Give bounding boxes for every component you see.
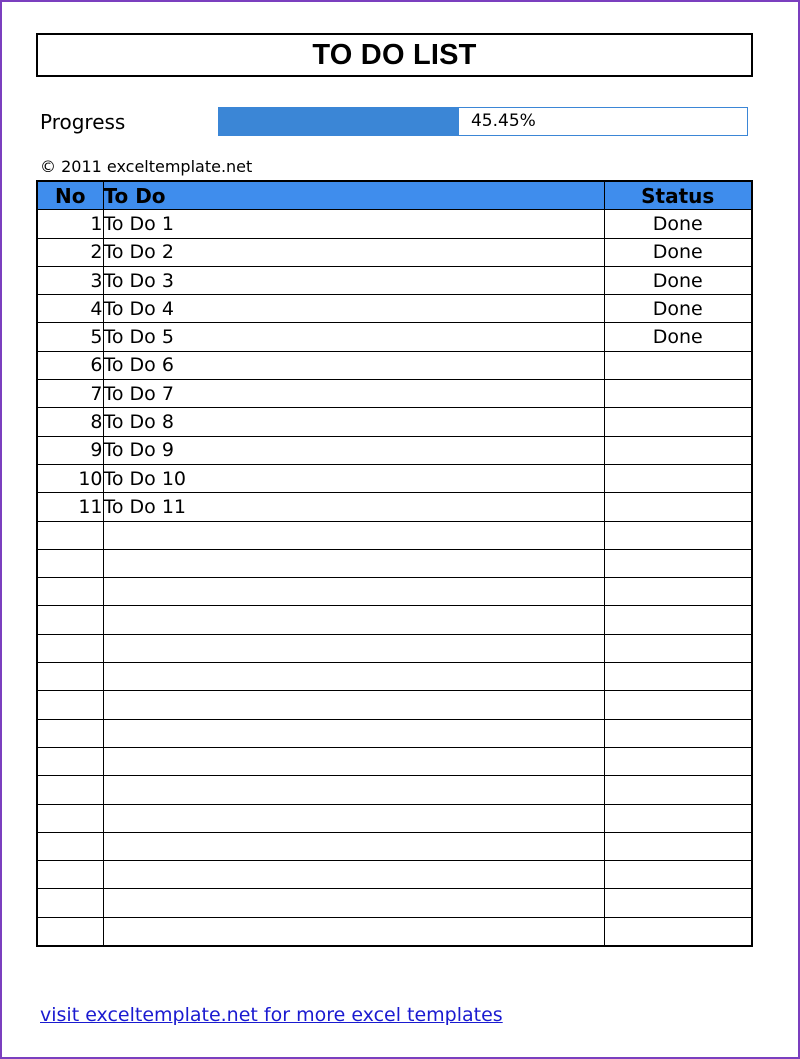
progress-label: Progress [40, 110, 126, 134]
cell-status[interactable] [604, 436, 752, 464]
table-row [37, 266, 752, 294]
table-row [37, 606, 752, 634]
cell-no[interactable]: 7 [37, 380, 103, 408]
cell-todo[interactable] [103, 578, 604, 606]
cell-todo[interactable] [103, 719, 604, 747]
cell-todo[interactable] [103, 634, 604, 662]
cell-todo[interactable] [103, 663, 604, 691]
cell-todo[interactable] [103, 549, 604, 577]
todo-table [36, 180, 753, 947]
cell-todo[interactable]: To Do 7 [103, 380, 604, 408]
table-row [37, 295, 752, 323]
cell-todo[interactable] [103, 691, 604, 719]
cell-todo[interactable] [103, 889, 604, 917]
table-row [37, 889, 752, 917]
progress-fill [219, 108, 459, 135]
cell-no[interactable] [37, 634, 103, 662]
table-row [37, 719, 752, 747]
cell-status[interactable]: Done [604, 323, 752, 351]
cell-status[interactable] [604, 776, 752, 804]
cell-no[interactable]: 1 [37, 210, 103, 238]
cell-no[interactable]: 9 [37, 436, 103, 464]
cell-no[interactable] [37, 691, 103, 719]
table-row [37, 747, 752, 775]
cell-todo[interactable] [103, 747, 604, 775]
table-row [37, 238, 752, 266]
table-row [37, 210, 752, 238]
table-row [37, 634, 752, 662]
cell-no[interactable] [37, 719, 103, 747]
table-row [37, 521, 752, 549]
table-row [37, 323, 752, 351]
cell-no[interactable] [37, 521, 103, 549]
cell-todo[interactable]: To Do 1 [103, 210, 604, 238]
cell-status[interactable]: Done [604, 295, 752, 323]
table-row [37, 549, 752, 577]
cell-status[interactable] [604, 578, 752, 606]
cell-todo[interactable] [103, 917, 604, 946]
cell-status[interactable] [604, 521, 752, 549]
cell-status[interactable] [604, 691, 752, 719]
cell-no[interactable]: 4 [37, 295, 103, 323]
page-title [36, 33, 753, 77]
table-row [37, 436, 752, 464]
table-row [37, 832, 752, 860]
cell-todo[interactable] [103, 832, 604, 860]
cell-no[interactable] [37, 861, 103, 889]
cell-status[interactable] [604, 549, 752, 577]
cell-status[interactable] [604, 861, 752, 889]
cell-status[interactable]: Done [604, 210, 752, 238]
page-title-text: TO DO LIST [312, 38, 477, 71]
cell-no[interactable]: 11 [37, 493, 103, 521]
cell-todo[interactable] [103, 861, 604, 889]
cell-no[interactable]: 3 [37, 266, 103, 294]
table-row [37, 493, 752, 521]
cell-todo[interactable]: To Do 3 [103, 266, 604, 294]
table-row [37, 861, 752, 889]
progress-value: 45.45% [470, 111, 536, 131]
cell-status[interactable] [604, 832, 752, 860]
table-row [37, 663, 752, 691]
cell-no[interactable]: 2 [37, 238, 103, 266]
column-header-status: Status [604, 181, 752, 210]
cell-status[interactable] [604, 804, 752, 832]
cell-status[interactable] [604, 747, 752, 775]
cell-no[interactable]: 10 [37, 464, 103, 492]
cell-todo[interactable] [103, 521, 604, 549]
cell-no[interactable]: 6 [37, 351, 103, 379]
table-body [37, 210, 752, 946]
cell-status[interactable] [604, 663, 752, 691]
cell-todo[interactable] [103, 606, 604, 634]
cell-status[interactable] [604, 719, 752, 747]
cell-no[interactable] [37, 832, 103, 860]
table-row [37, 408, 752, 436]
column-header-no: No [37, 181, 103, 210]
cell-todo[interactable]: To Do 8 [103, 408, 604, 436]
cell-todo[interactable]: To Do 4 [103, 295, 604, 323]
cell-no[interactable] [37, 747, 103, 775]
cell-todo[interactable]: To Do 11 [103, 493, 604, 521]
table-row [37, 351, 752, 379]
column-header-todo: To Do [103, 181, 604, 210]
cell-status[interactable] [604, 464, 752, 492]
copyright-text: © 2011 exceltemplate.net [40, 157, 253, 176]
cell-status[interactable] [604, 917, 752, 946]
cell-status[interactable] [604, 380, 752, 408]
cell-status[interactable]: Done [604, 266, 752, 294]
cell-no[interactable] [37, 606, 103, 634]
footer-link[interactable]: visit exceltemplate.net for more excel templates [40, 1004, 503, 1026]
cell-no[interactable] [37, 549, 103, 577]
cell-todo[interactable]: To Do 6 [103, 351, 604, 379]
cell-no[interactable] [37, 889, 103, 917]
cell-status[interactable]: Done [604, 238, 752, 266]
cell-no[interactable] [37, 917, 103, 946]
cell-no[interactable]: 5 [37, 323, 103, 351]
table-header-row [37, 181, 752, 210]
table-row [37, 804, 752, 832]
cell-no[interactable]: 8 [37, 408, 103, 436]
cell-todo[interactable] [103, 804, 604, 832]
table-row [37, 691, 752, 719]
cell-no[interactable] [37, 804, 103, 832]
cell-no[interactable] [37, 578, 103, 606]
table-row [37, 917, 752, 946]
cell-no[interactable] [37, 776, 103, 804]
cell-status[interactable] [604, 408, 752, 436]
table-row [37, 776, 752, 804]
cell-todo[interactable]: To Do 2 [103, 238, 604, 266]
cell-status[interactable] [604, 493, 752, 521]
table-row [37, 380, 752, 408]
cell-todo[interactable]: To Do 5 [103, 323, 604, 351]
cell-status[interactable] [604, 889, 752, 917]
table-row [37, 464, 752, 492]
cell-todo[interactable] [103, 776, 604, 804]
progress-bar [218, 107, 748, 136]
cell-status[interactable] [604, 606, 752, 634]
cell-todo[interactable]: To Do 9 [103, 436, 604, 464]
cell-no[interactable] [37, 663, 103, 691]
cell-status[interactable] [604, 634, 752, 662]
table-row [37, 578, 752, 606]
cell-todo[interactable]: To Do 10 [103, 464, 604, 492]
cell-status[interactable] [604, 351, 752, 379]
